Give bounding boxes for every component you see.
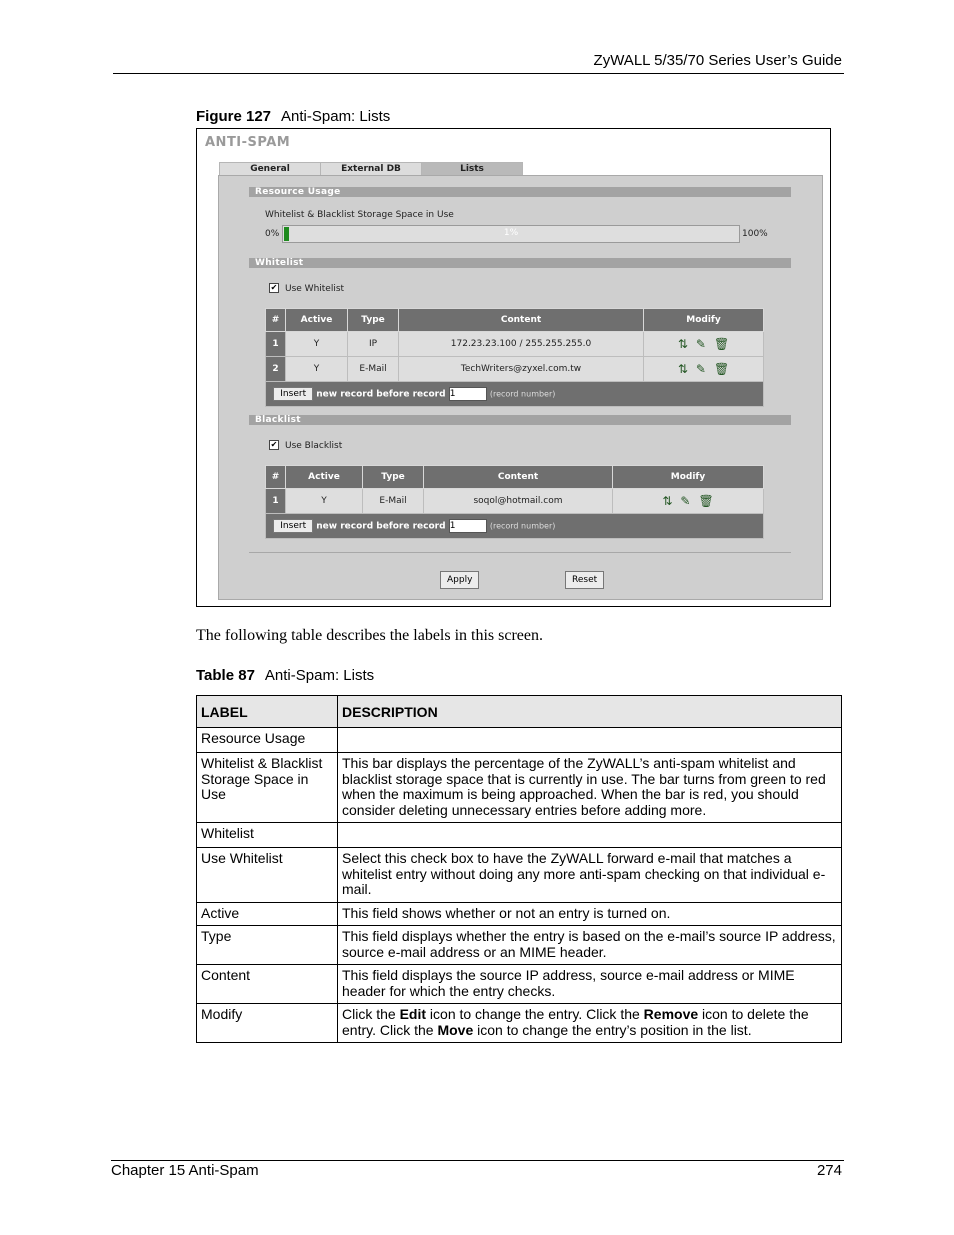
figure-caption (196, 108, 390, 125)
move-icon[interactable]: ⇅ (677, 362, 688, 376)
whitelist-insert-button[interactable]: Insert (273, 387, 313, 401)
remove-icon[interactable]: 🗑 (713, 337, 730, 351)
anti-spam-screenshot (196, 128, 831, 607)
record-hint: (record number) (489, 389, 556, 399)
row-description: This field displays the source IP address, source e-mail address or MIME header for which the entry checks. (338, 965, 842, 1004)
col-modify: Modify (613, 466, 764, 489)
use-blacklist-label: Use Blacklist (285, 441, 343, 451)
row-active: Y (286, 357, 348, 382)
row-label: Use Whitelist (197, 848, 338, 903)
tab-general[interactable]: General (219, 162, 321, 177)
row-num: 1 (266, 489, 286, 514)
guide-title: ZyWALL 5/35/70 Series User’s Guide (593, 52, 842, 69)
col-description-header: DESCRIPTION (338, 696, 842, 728)
edit-icon[interactable]: ✎ (695, 362, 706, 376)
table-row (197, 823, 842, 848)
insert-text: new record before record (316, 389, 446, 400)
remove-icon[interactable]: 🗑 (713, 362, 730, 376)
row-content: soqol@hotmail.com (424, 489, 613, 514)
usage-max-label: 100% (742, 229, 768, 239)
table-row (197, 1004, 842, 1043)
desc-text: Click the (342, 1006, 400, 1022)
row-modify (613, 489, 764, 514)
insert-row (266, 514, 764, 539)
row-description (338, 728, 842, 753)
row-num: 2 (266, 357, 286, 382)
table-row (266, 489, 764, 514)
table-row (197, 926, 842, 965)
col-num: # (266, 466, 286, 489)
edit-icon[interactable]: ✎ (695, 337, 706, 351)
usage-percent: 1% (503, 228, 519, 238)
insert-cell (266, 514, 764, 539)
desc-bold: Remove (643, 1006, 699, 1022)
edit-icon[interactable]: ✎ (680, 494, 691, 508)
table-caption (196, 667, 374, 684)
footer-chapter: Chapter 15 Anti-Spam (111, 1162, 259, 1179)
col-active: Active (286, 309, 348, 332)
row-label: Resource Usage (197, 728, 338, 753)
row-label: Type (197, 926, 338, 965)
row-modify (644, 357, 764, 382)
row-label: Modify (197, 1004, 338, 1043)
row-num: 1 (266, 332, 286, 357)
col-num: # (266, 309, 286, 332)
remove-icon[interactable]: 🗑 (698, 494, 714, 508)
desc-text: icon to change the entry. Click the (426, 1006, 644, 1022)
row-label: Whitelist (197, 823, 338, 848)
storage-usage-bar (282, 225, 740, 243)
move-icon[interactable]: ⇅ (677, 337, 688, 351)
whitelist-record-input[interactable]: 1 (449, 387, 487, 401)
row-content: 172.23.23.100 / 255.255.255.0 (399, 332, 644, 357)
blacklist-record-input[interactable]: 1 (449, 519, 487, 533)
table-row (266, 332, 764, 357)
col-active: Active (286, 466, 363, 489)
blacklist-header: Blacklist (249, 415, 791, 425)
label-description-table (196, 695, 842, 1043)
row-label: Whitelist & Blacklist Storage Space in Use (197, 753, 338, 823)
row-description (338, 1004, 842, 1043)
tab-external-db[interactable]: External DB (320, 162, 422, 177)
desc-bold: Edit (399, 1006, 427, 1022)
col-type: Type (348, 309, 399, 332)
row-label: Active (197, 902, 338, 926)
blacklist-insert-button[interactable]: Insert (273, 519, 313, 533)
figure-label: Figure 127 (196, 108, 272, 125)
row-active: Y (286, 332, 348, 357)
apply-button[interactable]: Apply (440, 571, 479, 589)
table-row (197, 902, 842, 926)
resource-usage-header: Resource Usage (249, 187, 791, 197)
intro-paragraph: The following table describes the labels in this screen. (196, 627, 544, 644)
move-icon[interactable]: ⇅ (662, 494, 673, 508)
row-active: Y (286, 489, 363, 514)
reset-button[interactable]: Reset (565, 571, 604, 589)
desc-text: icon to change the entry’s position in the list. (473, 1021, 752, 1038)
col-label-header: LABEL (197, 696, 338, 728)
col-content: Content (424, 466, 613, 489)
use-whitelist-checkbox[interactable]: ✔ (270, 283, 278, 292)
header-rule (113, 73, 844, 74)
table-row (197, 848, 842, 903)
usage-min-label: 0% (265, 229, 280, 239)
row-description: This bar displays the percentage of the ZyWALL’s anti-spam whitelist and blacklist storage space that is currently in use. The bar turns from green to red when the maximum is being approached. When the bar is red, you should consider deleting unnecessary entries before adding more. (338, 753, 842, 823)
tab-bar (219, 162, 523, 175)
blacklist-table (265, 465, 764, 539)
table-title: Anti-Spam: Lists (264, 667, 375, 684)
row-type: IP (348, 332, 399, 357)
insert-text: new record before record (316, 521, 446, 532)
lists-panel (218, 175, 823, 600)
whitelist-table (265, 308, 764, 407)
tab-lists[interactable]: Lists (421, 162, 523, 177)
row-content: TechWriters@zyxel.com.tw (399, 357, 644, 382)
app-title: ANTI-SPAM (205, 135, 291, 150)
divider (249, 552, 791, 553)
row-description: Select this check box to have the ZyWALL forward e-mail that matches a whitelist entry without doing any more anti-spam checking on that individual e-mail. (338, 848, 842, 903)
row-label: Content (197, 965, 338, 1004)
row-description (338, 823, 842, 848)
table-label: Table 87 (196, 667, 255, 684)
table-row (197, 753, 842, 823)
row-description: This field displays whether the entry is based on the e-mail’s source IP address, source e-mail address or an MIME header. (338, 926, 842, 965)
table-row (197, 728, 842, 753)
col-content: Content (399, 309, 644, 332)
row-type: E-Mail (363, 489, 424, 514)
whitelist-header: Whitelist (249, 258, 791, 268)
page-number: 274 (816, 1162, 842, 1179)
figure-title: Anti-Spam: Lists (281, 108, 391, 125)
col-modify: Modify (644, 309, 764, 332)
row-type: E-Mail (348, 357, 399, 382)
row-description: This field shows whether or not an entry is turned on. (338, 902, 842, 926)
table-row (266, 357, 764, 382)
use-whitelist-label: Use Whitelist (285, 284, 345, 294)
desc-text: icon to delete the entry. Click the (342, 1006, 809, 1038)
footer-rule (111, 1160, 844, 1161)
record-hint: (record number) (489, 521, 556, 531)
insert-row (266, 382, 764, 407)
storage-label: Whitelist & Blacklist Storage Space in Use (265, 210, 454, 220)
table-row (197, 965, 842, 1004)
insert-cell (266, 382, 764, 407)
desc-bold: Move (437, 1021, 474, 1038)
row-modify (644, 332, 764, 357)
use-blacklist-checkbox[interactable]: ✔ (270, 440, 278, 449)
col-type: Type (363, 466, 424, 489)
